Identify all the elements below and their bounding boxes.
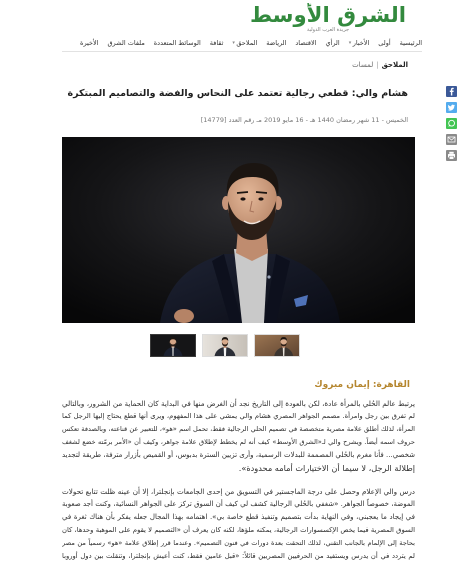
main-nav: [80, 37, 422, 49]
nav-item-culture[interactable]: [210, 37, 224, 49]
hand: [174, 309, 194, 323]
print-icon: [446, 150, 457, 161]
article-paragraph: [62, 397, 415, 475]
breadcrumb-separator: |: [376, 61, 379, 69]
nav-item-label: الأخبار: [352, 39, 370, 47]
facebook-icon: [446, 86, 457, 97]
paragraph-line: الموضة، خصوصاً الجواهر. «شغفي بالحُلي الرجالية كشف لي كيف أن السوق تركز على الجواهر النسائية، وكنت أجد صعوبة: [62, 500, 415, 508]
gallery-thumbnail[interactable]: [202, 334, 248, 357]
nav-divider: [62, 51, 422, 52]
nav-item-label: ثقافة: [209, 39, 224, 47]
whatsapp-icon: [446, 118, 457, 129]
share-facebook-button[interactable]: [446, 86, 457, 97]
article-paragraph: [62, 485, 415, 563]
nav-item-label: الرأي: [325, 39, 340, 47]
paragraph-line: في إيجاد ما يعجبني، وفي النهاية بدأت بتصميم وتنفيذ قطع خاصة بي». اهتمامه بهذا المجال جعله يفكر بأن هناك ثغرة في: [62, 513, 415, 521]
twitter-icon: [446, 102, 457, 113]
portrait-image: [62, 137, 415, 323]
chevron-down-icon: ▾: [232, 40, 235, 46]
nav-item-files[interactable]: [108, 37, 145, 49]
paragraph-line: يرتبط عالم الحُلي بالمرأة عادة، لكن بالعودة إلى التاريخ نجد أن الغرض منها في البداية كان الحماية من الشرور، وبالتالي: [62, 399, 415, 408]
nav-item-first[interactable]: [378, 37, 390, 49]
nav-item-label: الاقتصاد: [295, 39, 317, 47]
article-byline: القاهرة: إيمان مبروك: [314, 380, 410, 390]
nav-item-label: الملاحق: [236, 39, 258, 47]
breadcrumb: [62, 61, 408, 70]
nav-item-label: الوسائط المتعددة: [153, 39, 201, 47]
paragraph-line: حروف اسمه أيضاً. ويشرح والي لـ«الشرق الأوسط» كيف أنه لم يخطط لإطلاق علامة جواهر، وكيف أن «الأمر برمّته خضع لشغف: [62, 438, 415, 446]
nav-item-news[interactable]: [349, 37, 370, 49]
nav-item-economy[interactable]: [295, 37, 316, 49]
site-logo[interactable]: [250, 3, 406, 34]
nav-item-label: الرياضة: [266, 39, 287, 47]
article-title: هشام والي: قطعي رجالية تعتمد على النحاس والفضة والتصاميم المبتكرة: [67, 88, 408, 99]
paragraph-line: لم يتردد في أن يدرس ويستفيد من الحرفيين المصريين قائلاً: «قبل عامين فقط، كنت أعيش بإنجلترا، وتنقلت بين دول أوروبا: [62, 552, 415, 560]
eye-right: [258, 197, 263, 200]
thumbnail-image: [151, 335, 195, 356]
nav-item-label: أولى: [378, 39, 391, 47]
brow-left: [237, 192, 248, 193]
nav-item-multimedia[interactable]: [154, 37, 201, 49]
thumbnail-image: [203, 335, 247, 356]
nav-item-sports[interactable]: [266, 37, 286, 49]
article-dateline: الخميس - 11 شهر رمضان 1440 هـ - 16 مايو 2019 مـ رقم العدد [14779]: [200, 116, 408, 124]
share-email-button[interactable]: [446, 134, 457, 145]
chevron-down-icon: ▾: [348, 40, 352, 46]
nav-item-label: الأخيرة: [80, 39, 99, 47]
paragraph-line: بحاجة إلى الإلمام بالجانب التقني، لذلك التحقت بعدة دورات في فنون التصميم». وعندما قرر إطلاق علامة «هو» رسمياً من مصر: [62, 539, 415, 547]
nav-item-label: ملفات الشرق: [107, 39, 145, 47]
nav-item-opinion[interactable]: [325, 37, 339, 49]
thumbnail-image: [255, 335, 299, 356]
nav-item-home[interactable]: [400, 37, 422, 49]
eye-left: [240, 197, 245, 200]
email-icon: [446, 134, 457, 145]
article-photo: [62, 137, 415, 323]
paragraph-line: لم تفرق بين رجل وامرأة. مصمم الجواهر المصري هشام والي يمشي على هذا المفهوم، ويرى أنها قطع يحتاج إليها الرجل كما: [62, 412, 415, 420]
breadcrumb-section-link[interactable]: الملاحق: [381, 61, 408, 69]
paragraph-line: السوق المصرية فيما يخص الإكسسوارات الرجالية، يمكنه ملؤها، لكنه كان يعرف أن «التصميم لا يقوم على الموهبة وحدها، كان: [62, 526, 415, 534]
print-button[interactable]: [446, 150, 457, 161]
share-twitter-button[interactable]: [446, 102, 457, 113]
lapel-pin: [267, 275, 270, 278]
logo-text: الشرق الأوسط: [250, 3, 406, 27]
paragraph-line: شخصي... فأنا مغرم بالحُلي المصممة للبدلات الرسمية، وأرى تزيين السترة بدبوس، أو القميص بأزرار مترفة، طريقة لتجديد: [62, 451, 415, 459]
brow-right: [256, 192, 267, 193]
paragraph-line: درس والي الإعلام وحصل على درجة الماجستير في التسويق من إحدى الجامعات بإنجلترا، إلا أن عينه ظلت تتابع تحولات: [62, 487, 415, 496]
paragraph-line: المرأة، لذلك أطلق علامة مصرية متخصصة في تصميم الحلي الرجالية فقط، تحمل اسم «هو»، للتعبير عن قناعته، وبالصدفة تعكس: [62, 425, 415, 433]
share-whatsapp-button[interactable]: [446, 118, 457, 129]
gallery-thumbnail[interactable]: [254, 334, 300, 357]
nav-item-last-page[interactable]: [80, 37, 98, 49]
gallery-thumbnail[interactable]: [150, 334, 196, 357]
paragraph-line: إطلالة الرجل، لا سيما أن الاختيارات أمامه محدودة».: [238, 463, 415, 473]
nav-item-label: الرئيسية: [399, 39, 422, 47]
nav-item-supplements[interactable]: [232, 37, 257, 49]
logo-tagline: جريدة العرب الدولية: [306, 27, 350, 33]
breadcrumb-subsection-link[interactable]: لمسات: [352, 61, 374, 69]
